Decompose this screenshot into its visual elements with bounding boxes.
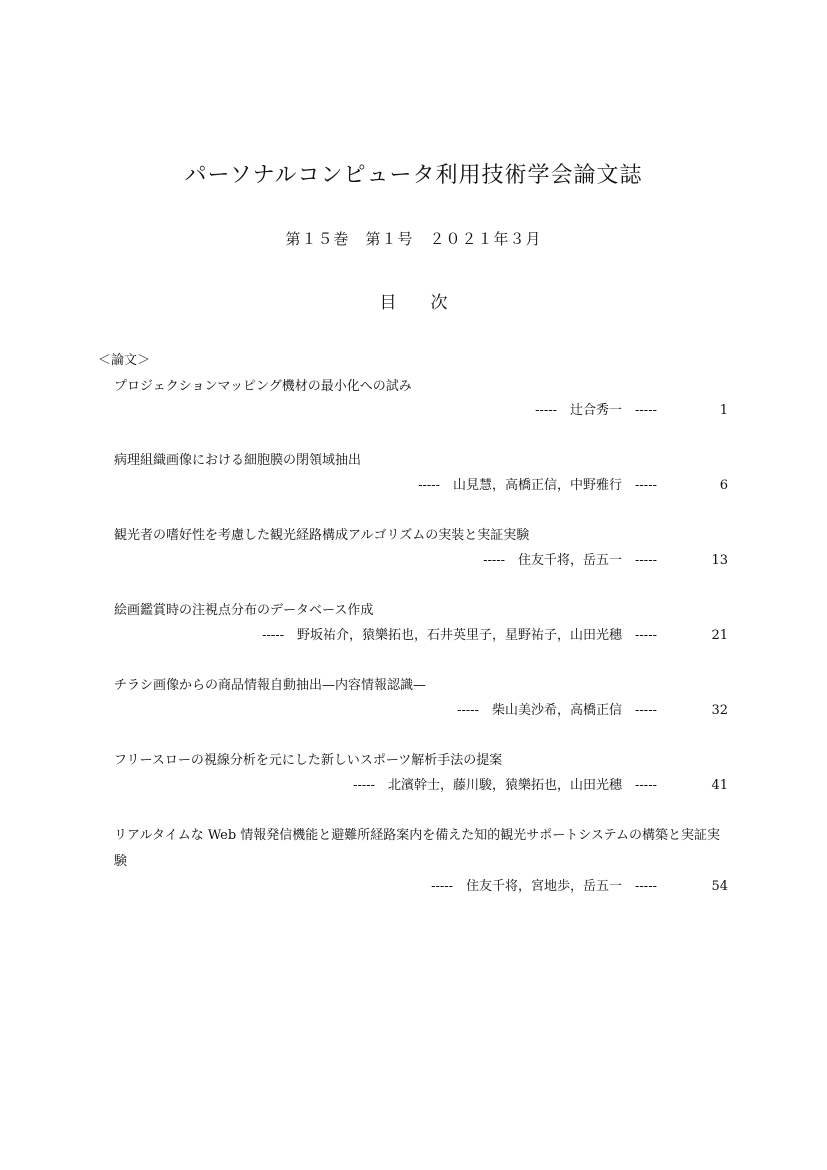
page-number: 1 (719, 403, 728, 418)
page-number: 6 (719, 478, 728, 493)
page-number: 13 (711, 553, 728, 568)
paper-authors: ----- 住友千将，岳五一 ----- (483, 553, 657, 568)
page-number: 21 (711, 628, 728, 643)
paper-title[interactable]: リアルタイムな Web 情報発信機能と避難所経路案内を備えた知的観光サポートシステムの構築と実証実験 (114, 828, 720, 869)
page-number: 32 (711, 703, 728, 718)
paper-title[interactable]: プロジェクションマッピング機材の最小化への試み (114, 379, 412, 394)
journal-title: パーソナルコンピュータ利用技術学会論文誌 (184, 163, 643, 188)
paper-authors: ----- 山見慧，高橋正信，中野雅行 ----- (418, 478, 657, 493)
issue-info: 第１５巻 第１号 ２０２１年３月 (285, 230, 542, 248)
paper-title[interactable]: フリースローの視線分析を元にした新しいスポーツ解析手法の提案 (114, 753, 503, 768)
paper-authors: ----- 住友千将，宮地歩，岳五一 ----- (431, 879, 657, 894)
paper-title[interactable]: 観光者の嗜好性を考慮した観光経路構成アルゴリズムの実装と実証実験 (114, 528, 530, 543)
section-label-papers: ＜論文＞ (98, 353, 151, 368)
paper-title[interactable]: 絵画鑑賞時の注視点分布のデータベース作成 (114, 603, 374, 618)
paper-authors: ----- 柴山美沙希，高橋正信 ----- (457, 703, 657, 718)
page-number: 54 (711, 879, 728, 894)
page-number: 41 (711, 778, 728, 793)
paper-authors: ----- 北濱幹士，藤川駿，猿樂拓也，山田光穗 ----- (353, 778, 657, 793)
toc-heading: 目 次 (379, 293, 448, 313)
paper-authors: ----- 辻合秀一 ----- (535, 403, 657, 418)
paper-authors: ----- 野坂祐介，猿樂拓也，石井英里子，星野祐子，山田光穗 ----- (262, 628, 657, 643)
paper-title[interactable]: 病理組織画像における細胞膜の閉領域抽出 (114, 453, 362, 468)
paper-title[interactable]: チラシ画像からの商品情報自動抽出—内容情報認識— (114, 678, 427, 693)
